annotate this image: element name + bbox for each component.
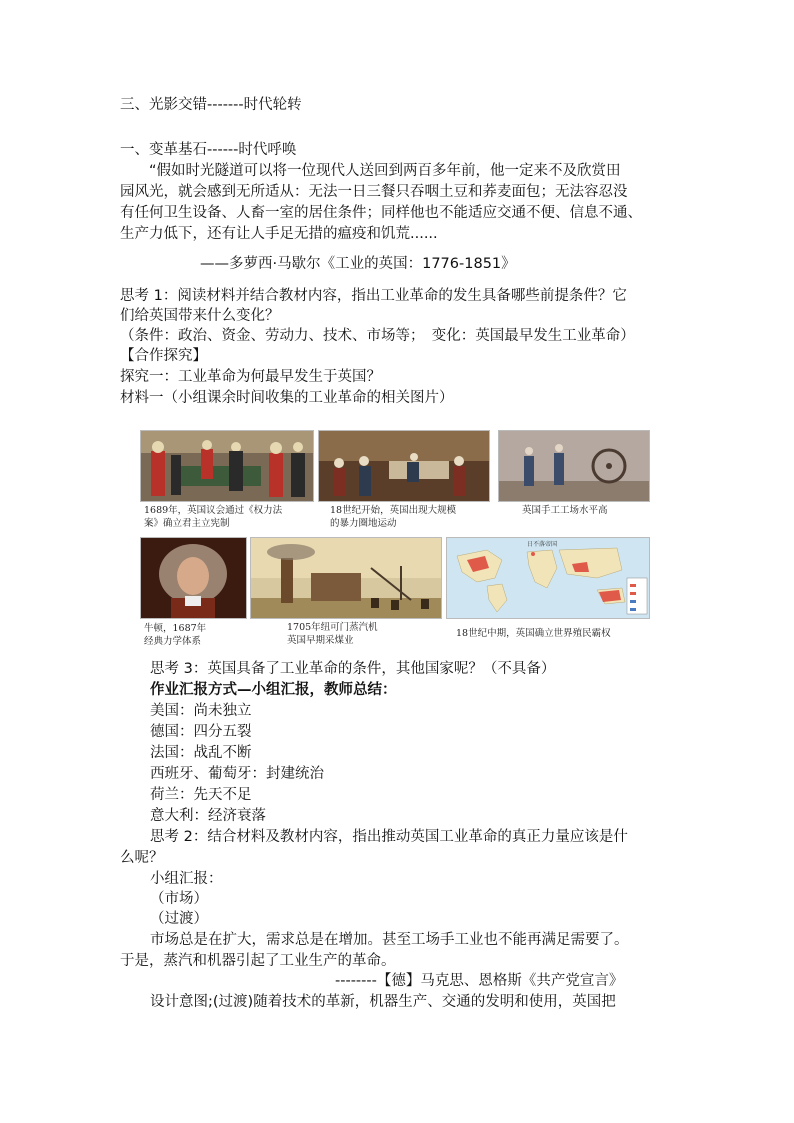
quote-line: 市场总是在扩大，需求总是在增加。甚至工场手工业也不能再满足需要了。	[150, 932, 629, 948]
question-text: 们给英国带来什么变化？	[120, 308, 280, 324]
country-item: 美国：尚未独立	[150, 703, 252, 719]
answer-text: （过渡）	[150, 911, 208, 927]
inquiry-title: 探究一：工业革命为何最早发生于英国？	[120, 369, 381, 385]
country-item: 法国：战乱不断	[150, 745, 252, 761]
group-report-label: 小组汇报：	[150, 871, 223, 887]
design-intent: 设计意图;(过渡)随着技术的革新，机器生产、交通的发明和使用，英国把	[150, 994, 616, 1010]
quote-source: --------【德】马克思、恩格斯《共产党宣言》	[335, 973, 624, 989]
bill-of-rights-painting	[140, 430, 314, 502]
steam-engine-painting	[250, 537, 442, 619]
map-title: 日不落帝国	[527, 541, 558, 548]
quote-line: “假如时光隧道可以将一位现代人送回到两百多年前，他一定来不及欣赏田	[120, 163, 621, 179]
material-title: 材料一（小组课余时间收集的工业革命的相关图片）	[120, 390, 454, 406]
figure-caption: 18世纪中期，英国确立世界殖民霸权	[456, 628, 611, 639]
quote-line: 于是，蒸汽和机器引起了工业生产的革命。	[120, 953, 396, 969]
quote-line: 生产力低下，还有让人手足无措的瘟疫和饥荒......	[120, 226, 438, 242]
country-item: 西班牙、葡萄牙：封建统治	[150, 766, 324, 782]
figure-caption: 英国手工工场水平高	[522, 505, 608, 516]
quote-line: 有任何卫生设备、人畜一室的居住条件；同样他也不能适应交通不便、信息不通、	[120, 205, 642, 221]
answer-text: （市场）	[150, 891, 208, 907]
workshop-illustration	[498, 430, 650, 502]
figure-caption: 牛顿，1687年 经典力学体系	[144, 623, 207, 647]
figure-caption: 18世纪开始，英国出现大规模 的暴力圈地运动	[330, 505, 457, 529]
country-item: 德国：四分五裂	[150, 724, 252, 740]
subsection-heading: 一、变革基石------时代呼唤	[120, 142, 297, 158]
figure-caption: 1705年纽可门蒸汽机 英国早期采煤业	[287, 622, 378, 646]
colonial-world-map	[446, 537, 650, 619]
question-text: 么呢？	[120, 850, 164, 866]
question-text: 思考 2：结合材料及教材内容，指出推动英国工业革命的真正力量应该是什	[150, 829, 628, 845]
country-item: 意大利：经济衰落	[150, 808, 266, 824]
answer-text: （条件：政治、资金、劳动力、技术、市场等； 变化：英国最早发生工业革命）	[120, 328, 635, 344]
newton-portrait	[140, 537, 247, 619]
bracket-heading: 【合作探究】	[120, 348, 207, 364]
figure-caption: 1689年，英国议会通过《权力法 案》确立君主立宪制	[144, 505, 283, 529]
question-text: 思考 3：英国具备了工业革命的条件，其他国家呢？（不具备）	[150, 661, 556, 677]
question-text: 思考 1：阅读材料并结合教材内容，指出工业革命的发生具备哪些前提条件？它	[120, 288, 627, 304]
enclosure-painting	[318, 430, 490, 502]
report-method: 作业汇报方式—小组汇报，教师总结：	[150, 682, 397, 698]
country-item: 荷兰：先天不足	[150, 787, 252, 803]
quote-source: ——多萝西·马歇尔《工业的英国：1776-1851》	[200, 256, 516, 272]
quote-line: 园风光，就会感到无所适从：无法一日三餐只吞咽土豆和荞麦面包；无法容忍没	[120, 184, 628, 200]
section-heading: 三、光影交错-------时代轮转	[120, 97, 302, 113]
